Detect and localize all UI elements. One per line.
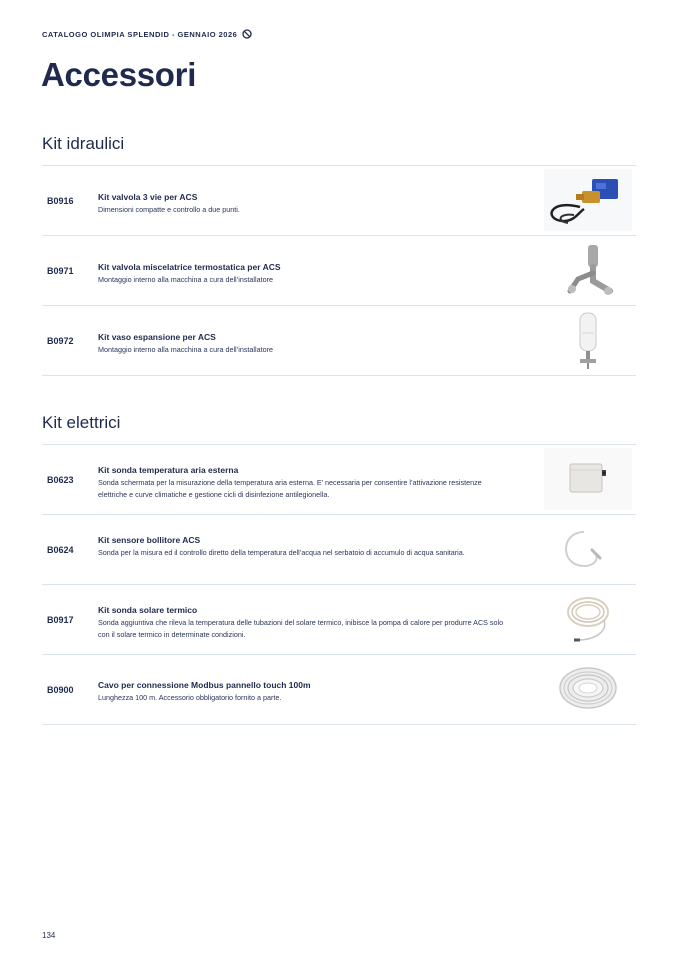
- product-info: [98, 192, 508, 216]
- product-description: Sonda per la misura ed il controllo diretto della temperatura dell’acqua nel serbatoio di accumulo di acqua sanitaria.: [98, 548, 465, 557]
- product-name: Kit sonda temperatura aria esterna: [98, 465, 239, 475]
- product-table-idraulici: [42, 165, 636, 376]
- page-title: Accessori: [41, 56, 197, 93]
- thermostatic-mixing-valve-image: [544, 239, 632, 301]
- product-name: Kit valvola 3 vie per ACS: [98, 192, 198, 202]
- page-number: 134: [42, 931, 56, 940]
- product-info: [98, 262, 508, 286]
- product-row: [42, 655, 636, 725]
- outdoor-sensor-image: [544, 448, 632, 510]
- product-code: B0917: [47, 614, 74, 625]
- solar-probe-image: [544, 588, 632, 650]
- product-name: Kit valvola miscelatrice termostatica per ACS: [98, 262, 281, 272]
- product-description: Montaggio interno alla macchina a cura dell’installatore: [98, 275, 273, 284]
- product-code: B0916: [47, 195, 74, 206]
- product-name: Cavo per connessione Modbus pannello touch 100m: [98, 680, 311, 690]
- product-table-elettrici: [42, 444, 636, 725]
- product-description: Sonda aggiuntiva che rileva la temperatura delle tubazioni del solare termico, inibisce la pompa di calore per produrre ACS solo con il solare termico in determinate condizioni.: [98, 618, 504, 639]
- product-code: B0900: [47, 684, 74, 695]
- product-row: [42, 236, 636, 306]
- product-code: B0624: [47, 544, 74, 555]
- olimpia-logo-icon: [242, 29, 252, 39]
- product-row: [42, 306, 636, 376]
- expansion-vessel-image: [544, 309, 632, 371]
- product-row: [42, 515, 636, 585]
- product-info: [98, 680, 508, 704]
- catalog-header: [42, 29, 252, 39]
- product-info: [98, 332, 508, 356]
- product-code: B0971: [47, 265, 74, 276]
- catalog-label: CATALOGO OLIMPIA SPLENDID - GENNAIO 2026: [42, 29, 238, 39]
- modbus-cable-image: [544, 658, 632, 720]
- product-row: [42, 585, 636, 655]
- product-info: [98, 465, 508, 500]
- product-row: [42, 166, 636, 236]
- product-info: [98, 535, 508, 559]
- section-title-kit-elettrici: Kit elettrici: [42, 413, 121, 432]
- product-code: B0972: [47, 335, 74, 346]
- product-row: [42, 445, 636, 515]
- product-code: B0623: [47, 474, 74, 485]
- boiler-sensor-image: [544, 518, 632, 580]
- product-name: Kit sensore bollitore ACS: [98, 535, 201, 545]
- product-info: [98, 605, 508, 640]
- product-description: Sonda schermata per la misurazione della temperatura aria esterna. E’ necessaria per consentire l’attivazione resistenze elettriche e curve climatiche e gestione cicli di disinfezione antilegionella.: [98, 478, 482, 499]
- product-description: Lunghezza 100 m. Accessorio obbligatorio fornito a parte.: [98, 693, 282, 702]
- product-name: Kit vaso espansione per ACS: [98, 332, 216, 342]
- three-way-valve-image: [544, 169, 632, 231]
- product-description: Dimensioni compatte e controllo a due punti.: [98, 205, 240, 214]
- section-title-kit-idraulici: Kit idraulici: [42, 134, 125, 153]
- product-description: Montaggio interno alla macchina a cura dell’installatore: [98, 345, 273, 354]
- product-name: Kit sonda solare termico: [98, 605, 198, 615]
